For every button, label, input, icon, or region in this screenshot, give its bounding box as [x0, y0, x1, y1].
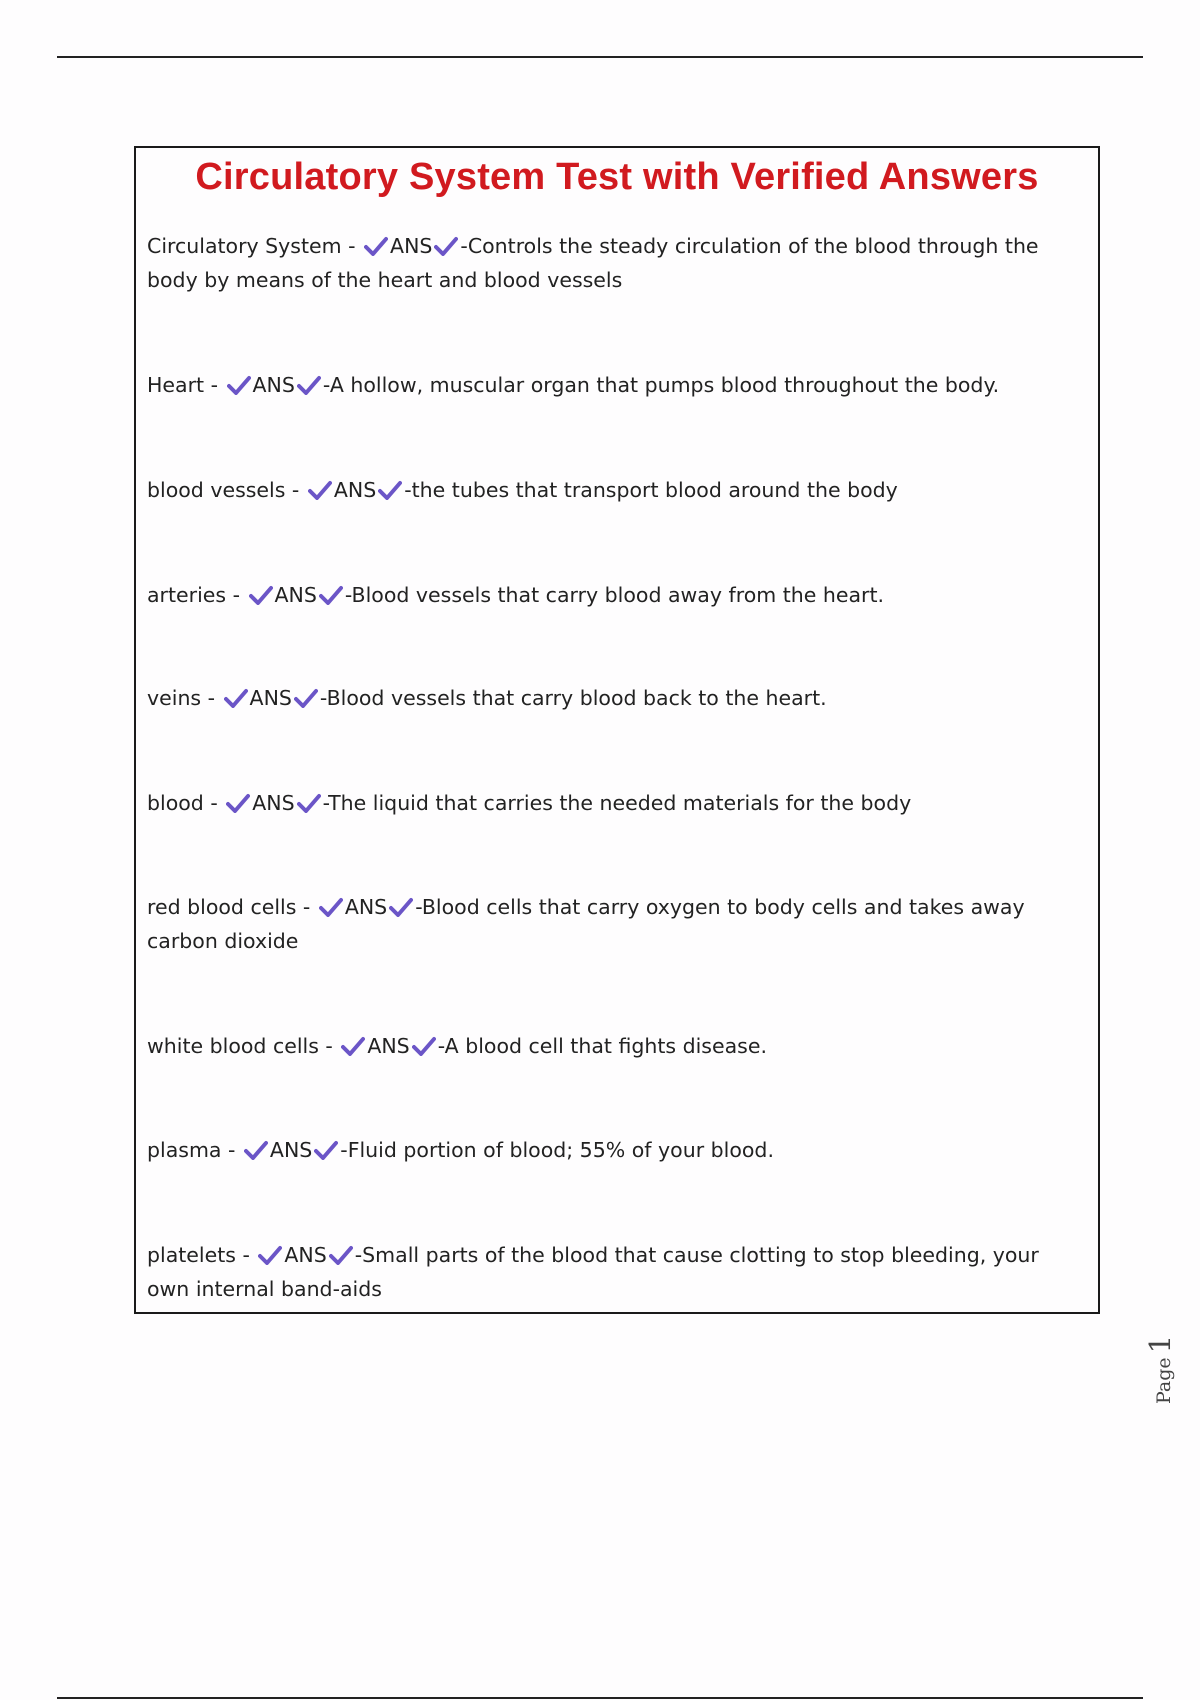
entry-term: platelets -	[147, 1243, 257, 1267]
check-icon	[227, 375, 251, 395]
entry-heart	[147, 368, 1087, 402]
answer-marker: ANS	[333, 478, 377, 502]
entry-red-blood-cells	[147, 890, 1087, 958]
check-icon	[224, 688, 248, 708]
entry-veins	[147, 681, 1087, 715]
answer-marker: ANS	[249, 686, 292, 710]
check-icon	[378, 480, 402, 500]
entry-white-blood-cells	[147, 1029, 1087, 1063]
entry-term: Heart -	[147, 373, 225, 397]
entry-definition: -Fluid portion of blood; 55% of your blood.	[340, 1138, 774, 1162]
entry-term: Circulatory System -	[147, 234, 363, 258]
check-icon	[319, 585, 343, 605]
entry-term: arteries -	[147, 583, 247, 607]
check-icon	[258, 1245, 282, 1265]
check-icon	[329, 1245, 353, 1265]
entry-arteries	[147, 578, 1087, 612]
answer-marker: ANS	[252, 791, 295, 815]
header-rule	[57, 56, 1143, 58]
answer-marker: ANS	[390, 234, 433, 258]
check-icon	[341, 1036, 365, 1056]
entry-definition: -Blood vessels that carry blood away from the heart.	[344, 583, 885, 607]
page-label: Page	[1153, 1357, 1175, 1404]
check-icon	[434, 236, 458, 256]
entry-definition: -the tubes that transport blood around the body	[404, 478, 898, 502]
qa-box	[134, 146, 1100, 1314]
entry-term: white blood cells -	[147, 1034, 340, 1058]
entry-definition: -Blood cells that carry oxygen to body cells and takes away carbon dioxide	[147, 895, 1025, 953]
entry-definition: -A hollow, muscular organ that pumps blood throughout the body.	[322, 373, 1000, 397]
document-title: Circulatory System Test with Verified Answers	[195, 156, 1039, 198]
check-icon	[249, 585, 273, 605]
page-digit: 1	[1143, 1334, 1177, 1354]
answer-marker: ANS	[284, 1243, 327, 1267]
entry-definition: -A blood cell that fights disease.	[437, 1034, 767, 1058]
check-icon	[294, 688, 318, 708]
check-icon	[226, 793, 250, 813]
answer-marker: ANS	[344, 895, 388, 919]
answer-marker: ANS	[252, 373, 295, 397]
entry-platelets	[147, 1238, 1087, 1306]
page-number	[1143, 1335, 1177, 1404]
check-icon	[308, 480, 332, 500]
entry-term: blood vessels -	[147, 478, 306, 502]
entry-blood-vessels	[147, 473, 1087, 507]
entry-term: blood -	[147, 791, 225, 815]
footer-rule	[57, 1697, 1143, 1699]
check-icon	[297, 375, 321, 395]
check-icon	[297, 793, 321, 813]
entry-definition: -Controls the steady circulation of the blood through the body by means of the heart and blood vessels	[147, 234, 1039, 292]
check-icon	[244, 1140, 268, 1160]
entry-definition: -Blood vessels that carry blood back to the heart.	[319, 686, 827, 710]
answer-marker: ANS	[367, 1034, 410, 1058]
answer-marker: ANS	[269, 1138, 313, 1162]
entry-term: plasma -	[147, 1138, 242, 1162]
entry-definition: -The liquid that carries the needed materials for the body	[322, 791, 912, 815]
answer-marker: ANS	[274, 583, 317, 607]
check-icon	[364, 236, 388, 256]
entry-term: red blood cells -	[147, 895, 317, 919]
entry-plasma	[147, 1133, 1087, 1167]
check-icon	[314, 1140, 338, 1160]
entry-blood	[147, 786, 1087, 820]
entry-term: veins -	[147, 686, 222, 710]
check-icon	[319, 897, 343, 917]
entry-definition: -Small parts of the blood that cause clotting to stop bleeding, your own internal band-aids	[147, 1243, 1039, 1301]
check-icon	[412, 1036, 436, 1056]
check-icon	[389, 897, 413, 917]
entry-circulatory-system	[147, 229, 1087, 297]
